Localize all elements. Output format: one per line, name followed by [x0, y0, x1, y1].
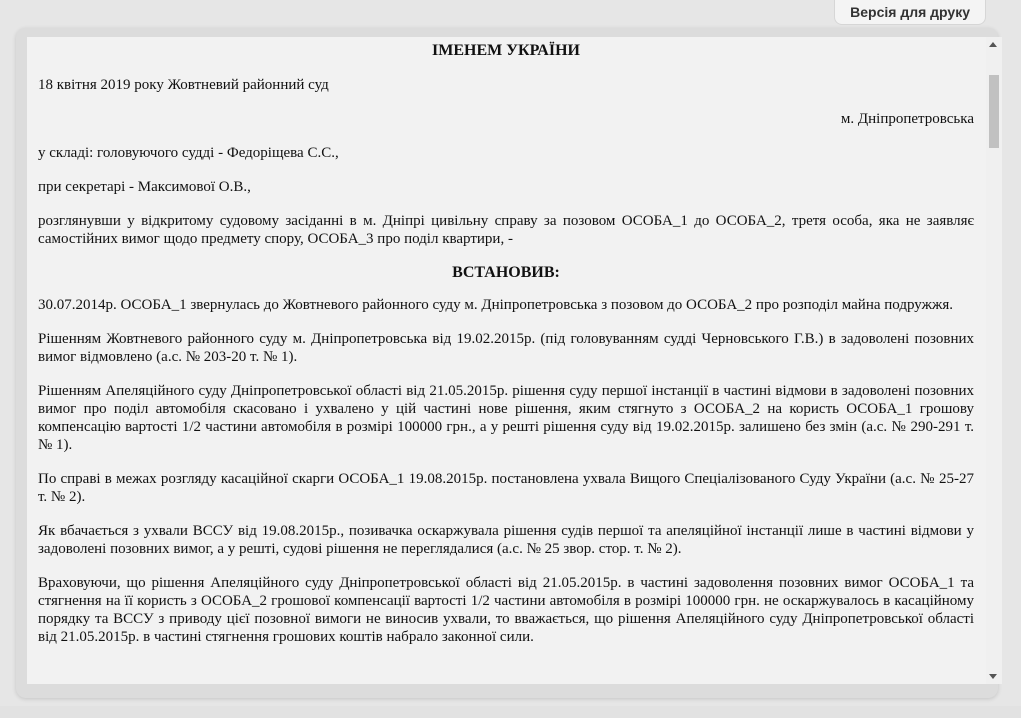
paragraph: По справі в межах розгляду касаційної скарги ОСОБА_1 19.08.2015р. постановлена ухвала Вищого Спеціалізованого Суду України (а.с. № 25-27 т. № 2). [38, 471, 974, 505]
paragraph: Як вбачається з ухвали ВССУ від 19.08.2015р., позивачка оскаржувала рішення судів першої та апеляційної інстанції лише в частині відмови у задоволені позовних вимог, а у решті, судові рішення не переглядалися (а.с. № 25 звор. стор. т. № 2). [38, 523, 974, 557]
scroll-up-arrow-icon[interactable] [989, 42, 997, 47]
paragraph: Рішенням Жовтневого районного суду м. Дніпропетровська від 19.02.2015р. (під головуванням судді Черновського Г.В.) в задоволені позовних вимог відмовлено (а.с. № 203-20 т. № 1). [38, 331, 974, 365]
paragraph: 30.07.2014р. ОСОБА_1 звернулась до Жовтневого районного суду м. Дніпропетровська з позовом до ОСОБА_2 про розподіл майна подружжя. [38, 297, 953, 313]
document-viewport [27, 37, 986, 684]
print-version-button[interactable]: Версія для друку [834, 0, 986, 25]
paragraph: Рішенням Апеляційного суду Дніпропетровської області від 21.05.2015р. рішення суду першої інстанції в частині відмови в задоволені позовних вимог про поділ автомобіля скасовано і ухвалено у цій частині нове рішення, яким стягнуто з ОСОБА_2 на користь ОСОБА_1 грошову компенсацію вартості 1/2 частини автомобіля в розмірі 100000 грн., а у решті рішення суду від 19.02.2015р. залишено без змін (а.с. № 290-291 т. № 1). [38, 383, 974, 453]
scroll-thumb[interactable] [989, 75, 999, 148]
vertical-scrollbar[interactable] [986, 37, 1002, 684]
city-line: м. Дніпропетровська [840, 111, 974, 127]
document-frame [16, 28, 998, 698]
court-composition: у складі: головуючого судді - Федоріщева С.С., [38, 145, 339, 161]
scroll-down-arrow-icon[interactable] [989, 674, 997, 679]
paragraph: Враховуючи, що рішення Апеляційного суду Дніпропетровської області від 21.05.2015р. в частині задоволення позовних вимог ОСОБА_1 та стягнення на її користь з ОСОБА_2 грошової компенсації вартості 1/2 частини автомобіля в розмірі 100000 грн. не оскаржувалось в касаційному порядку та ВССУ з приводу цієї позовної вимоги не виносив ухвали, то вважається, що рішення Апеляційного суду Дніпропетровської області від 21.05.2015р. в частині стягнення грошових коштів набрало законної сили. [38, 575, 974, 645]
document-text [27, 37, 986, 646]
document-heading: ІМЕНЕМ УКРАЇНИ [432, 42, 580, 59]
established-heading: ВСТАНОВИВ: [452, 264, 560, 281]
secretary-line: при секретарі - Максимової О.В., [38, 179, 251, 195]
bottom-strip [0, 706, 1021, 718]
considered-paragraph: розглянувши у відкритому судовому засіданні в м. Дніпрі цивільну справу за позовом ОСОБА_1 до ОСОБА_2, третя особа, яка не заявляє самостійних вимог щодо предмету спору, ОСОБА_3 про поділ квартири, - [38, 213, 974, 247]
date-line: 18 квітня 2019 року Жовтневий районний суд [38, 77, 329, 93]
